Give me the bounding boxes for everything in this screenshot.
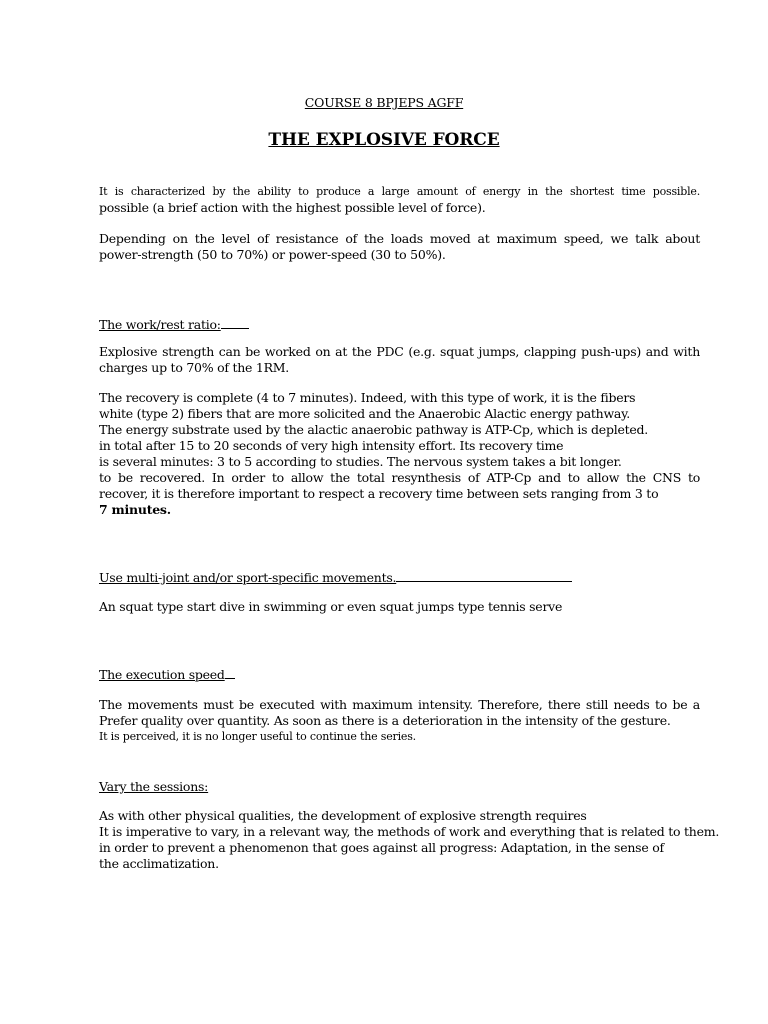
- text-line: The movements must be executed with maximum intensity. Therefore, there still needs to be a: [99, 697, 700, 712]
- text-line: An squat type start dive in swimming or even squat jumps type tennis serve: [99, 599, 563, 614]
- text-line: As with other physical qualities, the development of explosive strength requires: [99, 808, 587, 823]
- text-line: It is characterized by the ability to produce a large amount of energy in the shortest time possible.: [99, 185, 700, 198]
- text-line: recover, it is therefore important to respect a recovery time between sets ranging from 3 to: [99, 486, 659, 501]
- course-line: COURSE 8 BPJEPS AGFF: [304, 95, 464, 110]
- text-line: possible (a brief action with the highest possible level of force).: [99, 200, 486, 215]
- section-heading: Vary the sessions:: [99, 779, 209, 794]
- work-rest-paragraph-2: [99, 390, 700, 518]
- text-line: It is perceived, it is no longer useful to continue the series.: [99, 730, 416, 743]
- text-line: Prefer quality over quantity. As soon as there is a deterioration in the intensity of the gesture.: [99, 713, 671, 728]
- section-heading: Use multi-joint and/or sport-specific movements.: [99, 570, 397, 585]
- text-line: Depending on the level of resistance of the loads moved at maximum speed, we talk about: [99, 231, 700, 246]
- text-line: power-strength (50 to 70%) or power-speed (30 to 50%).: [99, 247, 446, 262]
- text-line: white (type 2) fibers that are more solicited and the Anaerobic Alactic energy pathway.: [99, 406, 631, 421]
- text-line: in order to prevent a phenomenon that goes against all progress: Adaptation, in the sense of: [99, 840, 664, 855]
- vary-sessions-paragraph: [99, 808, 720, 872]
- section-vary-sessions: [99, 776, 700, 795]
- text-line: in total after 15 to 20 seconds of very high intensity effort. Its recovery time: [99, 438, 564, 453]
- heading-underline: [221, 317, 249, 329]
- heading-underline: [396, 570, 572, 582]
- section-movements: [99, 567, 700, 586]
- heading-underline: [225, 667, 235, 679]
- movements-paragraph: [99, 599, 700, 615]
- text-line: the acclimatization.: [99, 856, 219, 871]
- intro-paragraph-1: [99, 184, 700, 216]
- text-line: Explosive strength can be worked on at the PDC (e.g. squat jumps, clapping push-ups) and with: [99, 344, 700, 359]
- text-line: to be recovered. In order to allow the total resynthesis of ATP-Cp and to allow the CNS to: [99, 470, 700, 485]
- text-line: It is imperative to vary, in a relevant way, the methods of work and everything that is related to them.: [99, 824, 720, 839]
- text-line: The energy substrate used by the alactic anaerobic pathway is ATP-Cp, which is depleted.: [99, 422, 648, 437]
- section-heading: The work/rest ratio:: [99, 317, 221, 332]
- section-heading: The execution speed: [99, 667, 225, 682]
- document-title: THE EXPLOSIVE FORCE: [268, 130, 500, 150]
- section-execution-speed: [99, 664, 700, 683]
- execution-speed-paragraph: [99, 697, 700, 745]
- text-line: charges up to 70% of the 1RM.: [99, 360, 290, 375]
- intro-paragraph-2: [99, 231, 700, 263]
- text-line-bold: 7 minutes.: [99, 502, 171, 517]
- text-line: The recovery is complete (4 to 7 minutes). Indeed, with this type of work, it is the fibers: [99, 390, 636, 405]
- section-work-rest: [99, 314, 700, 333]
- work-rest-paragraph-1: [99, 344, 700, 376]
- text-line: is several minutes: 3 to 5 according to studies. The nervous system takes a bit longer.: [99, 454, 622, 469]
